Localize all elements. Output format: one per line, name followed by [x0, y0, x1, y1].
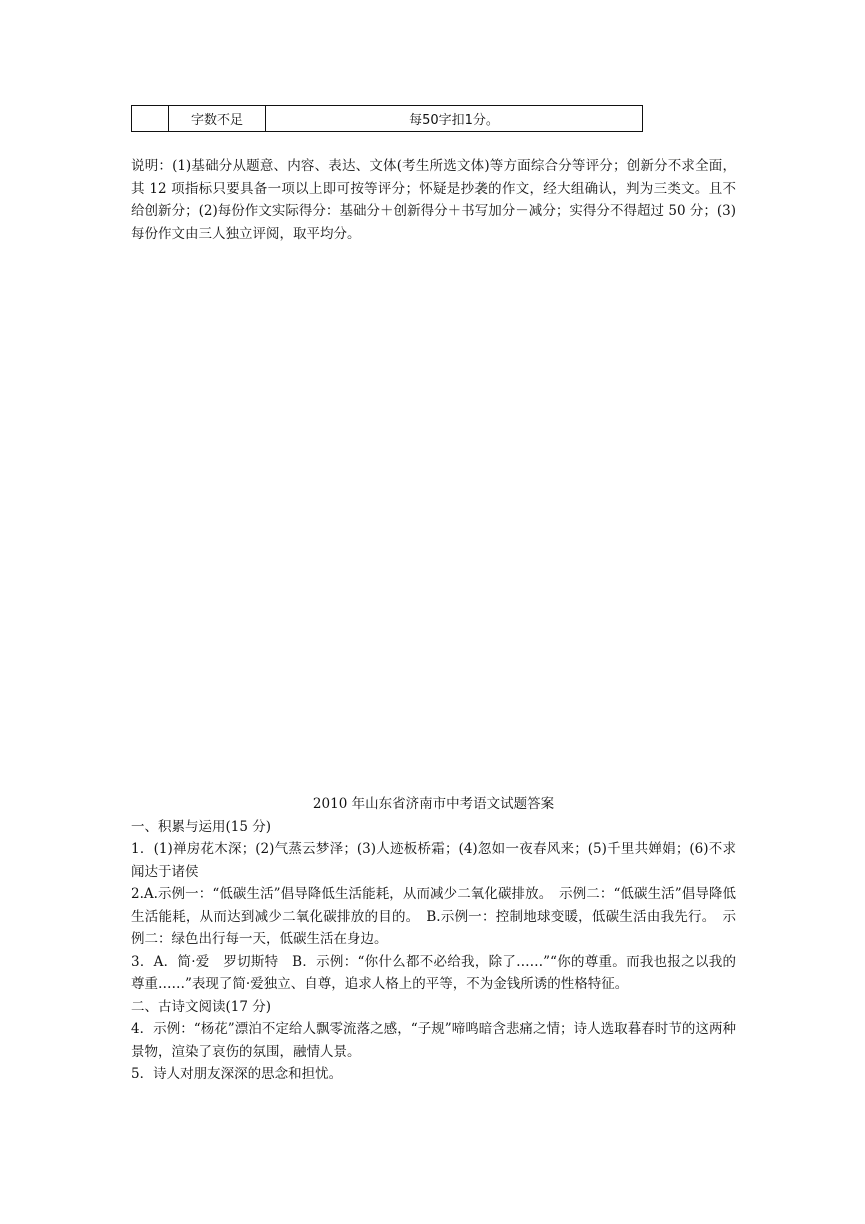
table-cell-blank	[132, 106, 169, 132]
answer-q2: 2.A.示例一：“低碳生活”倡导降低生活能耗，从而减少二氧化碳排放。 示例二：“低碳生活”倡导降低生活能耗，从而达到减少二氧化碳排放的目的。 B.示例一：控制地球变暖，低碳生活由我先行。 示例二：绿色出行每一天，低碳生活在身边。	[131, 886, 736, 947]
answer-q1: 1．(1)禅房花木深；(2)气蒸云梦泽；(3)人迹板桥霜；(4)忽如一夜春风来；(5)千里共婵娟；(6)不求闻达于诸侯	[131, 841, 736, 880]
scoring-note: 说明：(1)基础分从题意、内容、表达、文体(考生所选文体)等方面综合分等评分；创新分不求全面，其 12 项指标只要具备一项以上即可按等评分；怀疑是抄袭的作文，经大组确认，判为三类文。且不给创新分；(2)每份作文实际得分：基础分＋创新得分＋书写加分－减分；实得分不得超过 50 分；(3)每份作文由三人独立评阅，取平均分。	[131, 158, 736, 242]
table-cell-rule: 每50字扣1分。	[266, 106, 643, 132]
deduction-table	[131, 105, 643, 132]
section-heading-1: 一、积累与运用(15 分)	[131, 818, 272, 835]
table-row	[132, 106, 643, 132]
answer-q5: 5．诗人对朋友深深的思念和担忧。	[131, 1066, 343, 1082]
answer-section	[131, 793, 736, 1086]
section-heading-2: 二、古诗文阅读(17 分)	[131, 998, 272, 1015]
answer-q4: 4．示例：“杨花”漂泊不定给人飘零流落之感，“子规”啼鸣暗含悲痛之情；诗人选取暮春时节的这两种景物，渲染了哀伤的氛围，融情人景。	[131, 1021, 736, 1060]
answer-title: 2010 年山东省济南市中考语文试题答案	[312, 796, 555, 812]
answer-q3: 3．A．简·爱 罗切斯特 B．示例：“你什么都不必给我，除了……”“你的尊重。而我也报之以我的尊重……”表现了简·爱独立、自尊，追求人格上的平等，不为金钱所诱的性格特征。	[131, 953, 736, 992]
table-cell-item: 字数不足	[169, 106, 266, 132]
